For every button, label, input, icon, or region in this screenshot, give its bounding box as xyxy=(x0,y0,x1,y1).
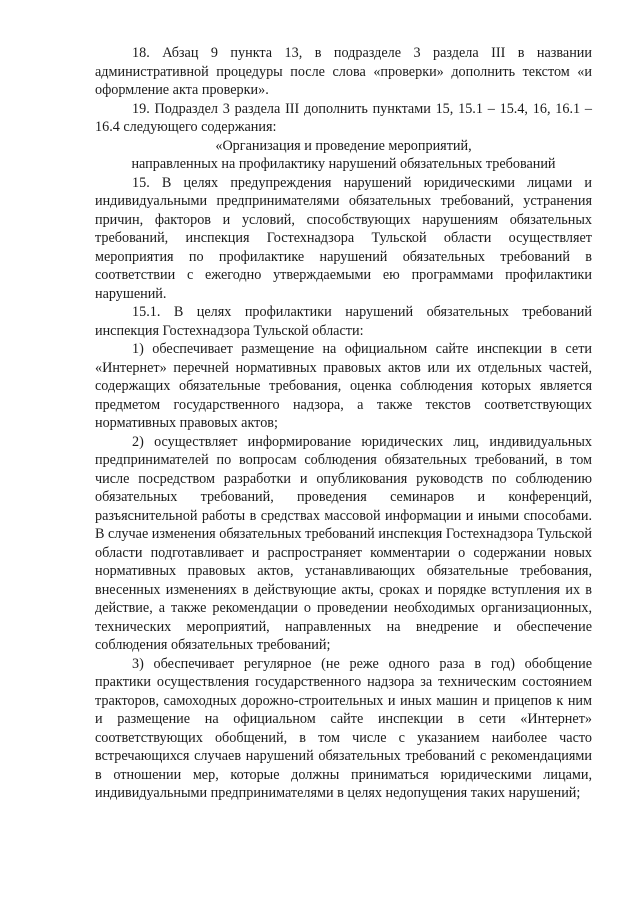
section-heading-line-2: направленных на профилактику нарушений обязательных требований xyxy=(131,156,556,172)
paragraph-18: 18. Абзац 9 пункта 13, в подразделе 3 раздела III в названии административной процедуры после слова «проверки» дополнить текстом «и оформление акта проверки». xyxy=(95,45,592,98)
section-heading-line-1: «Организация и проведение мероприятий, xyxy=(215,137,472,154)
paragraph-19: 19. Подраздел 3 раздела III дополнить пунктами 15, 15.1 – 15.4, 16, 16.1 – 16.4 следующего содержания: xyxy=(95,100,592,135)
list-item-2: 2) осуществляет информирование юридических лиц, индивидуальных предпринимателей по вопросам соблюдения обязательных требований, в том числе посредством разработки и опубликования руководств по соблюдению обязательных требований, проведения семинаров и конференций, разъяснительной работы в средствах массовой информации и иными способами. В случае изменения обязательных требований инспекция Гостехнадзора Тульской области подготавливает и распространяет комментарии о содержании новых нормативных правовых актов, устанавливающих обязательные требования, внесенных изменениях в действующие акты, сроках и порядке вступления их в действие, а также рекомендации о проведении необходимых организационных, технических мероприятий, направленных на внедрение и обеспечение соблюдения обязательных требований; xyxy=(95,433,592,653)
paragraph-15-1: 15.1. В целях профилактики нарушений обязательных требований инспекция Гостехнадзора Тульской области: xyxy=(95,304,592,339)
list-item-3: 3) обеспечивает регулярное (не реже одного раза в год) обобщение практики осуществления государственного надзора за техническим состоянием тракторов, самоходных дорожно-строительных и иных машин и прицепов к ним и размещение на официальном сайте инспекции в сети «Интернет» соответствующих обобщений, в том числе с указанием наиболее часто встречающихся случаев нарушений обязательных требований с рекомендациями в отношении мер, которые должны приниматься юридическими лицами, индивидуальными предпринимателями в целях недопущения таких нарушений; xyxy=(95,655,592,801)
paragraph-15: 15. В целях предупреждения нарушений юридическими лицами и индивидуальными предпринимателями обязательных требований, устранения причин, факторов и условий, способствующих нарушениям обязательных требований, инспекция Гостехнадзора Тульской области осуществляет мероприятия по профилактике нарушений обязательных требований в соответствии с ежегодно утверждаемыми ею программами профилактики нарушений. xyxy=(95,174,592,302)
list-item-1: 1) обеспечивает размещение на официальном сайте инспекции в сети «Интернет» перечней нормативных правовых актов или их отдельных частей, содержащих обязательные требования, оценка соблюдения которых является предметом государственного надзора, а также текстов соответствующих нормативных правовых актов; xyxy=(95,341,592,431)
document-page xyxy=(95,44,592,803)
